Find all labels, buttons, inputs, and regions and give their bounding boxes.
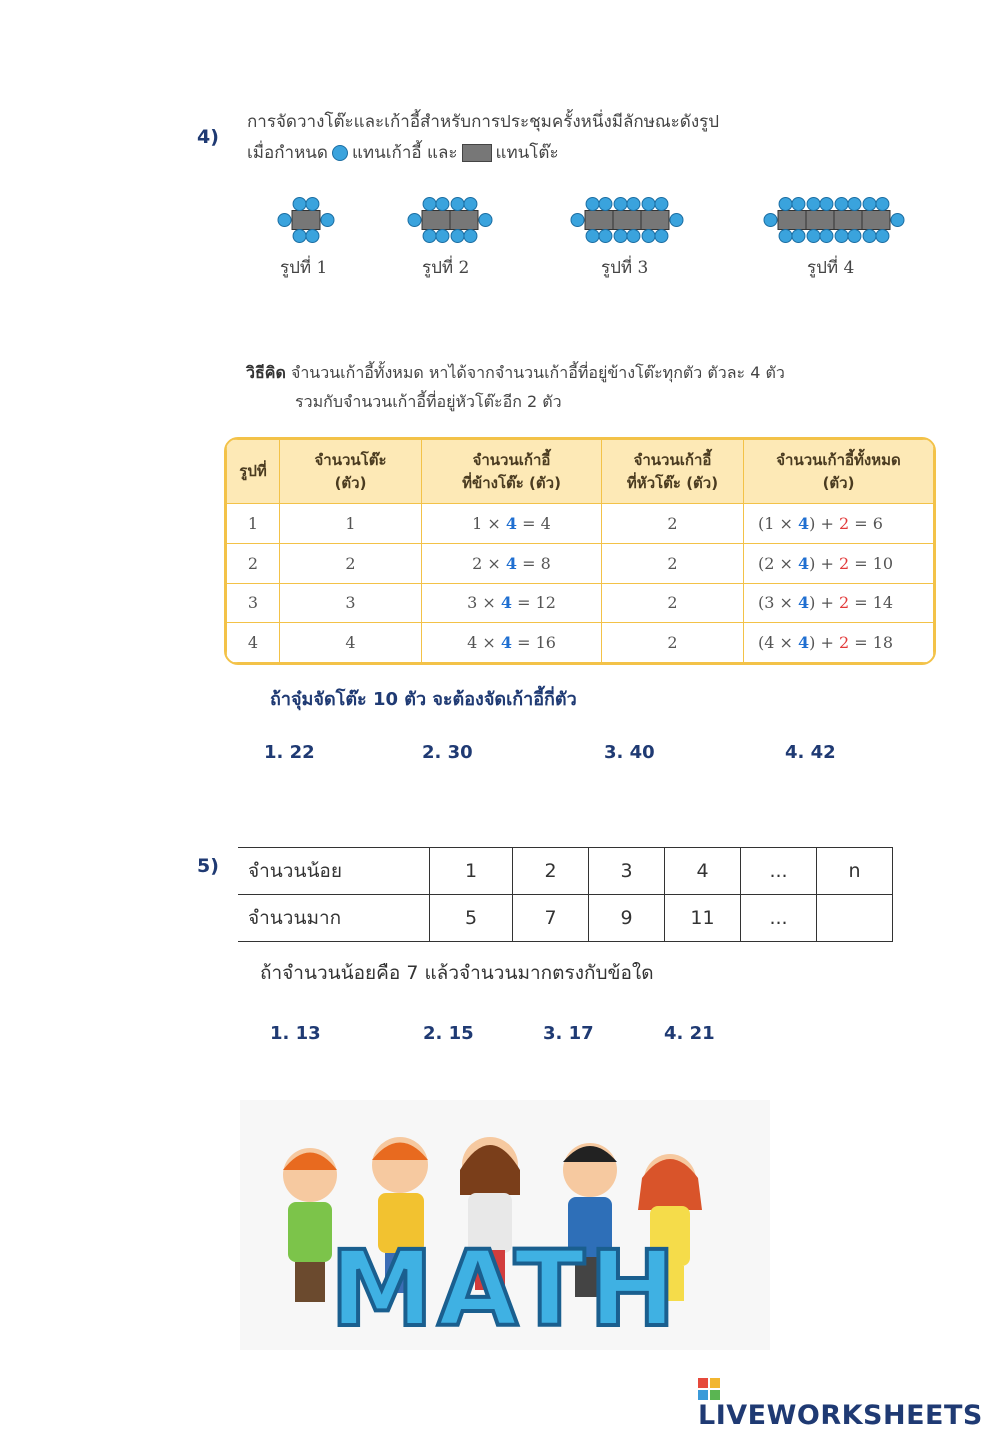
figure-4-arrangement [764,198,904,243]
head-chair-shape [764,214,777,227]
chair-shape [807,230,820,243]
answer-cell[interactable] [817,895,893,942]
chair-shape [820,230,833,243]
chair-shape [642,198,655,211]
figure-1-arrangement [278,198,334,243]
header-head-chairs: จำนวนเก้าอี้ ที่หัวโต๊ะ (ตัว) [602,440,744,504]
q4-question: ถ้าจุ๋มจัดโต๊ะ 10 ตัว จะต้องจัดเก้าอี้กี่ตัว [270,689,577,710]
q4-intro-line2 [247,139,559,166]
cell-small: 4 [665,848,741,895]
cell-total: (3 × 4) + 2 = 14 [744,583,934,623]
cell-large: 5 [430,895,513,942]
cell-side: 1 × 4 = 4 [422,504,602,544]
table-shape [834,211,862,230]
cell-total: (1 × 4) + 2 = 6 [744,504,934,544]
table-shape [585,211,613,230]
chairs-table [224,437,936,665]
arrangement-figures [0,185,1000,255]
sequence-table [238,847,893,942]
table-shape [292,211,320,230]
cell-large: 7 [513,895,589,942]
chair-shape [293,198,306,211]
figure-3-arrangement [571,198,683,243]
cell-small: 1 [430,848,513,895]
q5-question: ถ้าจำนวนน้อยคือ 7 แล้วจำนวนมากตรงกับข้อใด [260,962,654,984]
table-shape [422,211,450,230]
head-chair-shape [670,214,683,227]
cell-side: 4 × 4 = 16 [422,623,602,663]
chair-shape [848,198,861,211]
table-row [227,583,934,623]
cell-side: 2 × 4 = 8 [422,543,602,583]
table-shape [450,211,478,230]
chair-shape [436,230,449,243]
q5-choice-2[interactable]: 2. 15 [423,1023,474,1044]
cell-tables: 3 [280,583,422,623]
cell-large: 9 [589,895,665,942]
chair-shape [599,198,612,211]
header-tables: จำนวนโต๊ะ (ตัว) [280,440,422,504]
chair-shape [863,230,876,243]
method-line2: รวมกับจำนวนเก้าอี้ที่อยู่หัวโต๊ะอีก 2 ตัว [295,392,562,411]
chair-shape [451,198,464,211]
chair-shape [848,230,861,243]
question-4-number: 4) [197,126,219,148]
head-chair-shape [278,214,291,227]
q4-choice-3[interactable]: 3. 40 [604,742,655,763]
table-shape [613,211,641,230]
chair-shape [614,198,627,211]
table-legend-icon [462,144,492,162]
chair-shape [642,230,655,243]
header-total-chairs: จำนวนเก้าอี้ทั้งหมด (ตัว) [744,440,934,504]
chair-shape [451,230,464,243]
cell-large: ... [741,895,817,942]
chair-shape [464,230,477,243]
cell-head: 2 [602,583,744,623]
chair-shape [306,198,319,211]
head-chair-shape [321,214,334,227]
chair-shape [586,198,599,211]
cell-tables: 2 [280,543,422,583]
cell-tables: 4 [280,623,422,663]
chair-shape [614,230,627,243]
cell-total: (4 × 4) + 2 = 18 [744,623,934,663]
head-chair-shape [891,214,904,227]
row-label-large: จำนวนมาก [238,895,430,942]
chair-shape [655,230,668,243]
table-row [227,504,934,544]
question-5-number: 5) [197,855,219,877]
cell-small: 3 [589,848,665,895]
head-chair-shape [571,214,584,227]
head-chair-shape [479,214,492,227]
liveworksheets-text: LIVEWORKSHEETS [698,1400,983,1431]
q4-choice-2[interactable]: 2. 30 [422,742,473,763]
q4-choice-4[interactable]: 4. 42 [785,742,836,763]
chair-shape [464,198,477,211]
chair-shape [599,230,612,243]
figure-1-label: รูปที่ 1 [280,258,328,278]
cell-head: 2 [602,504,744,544]
chair-shape [423,198,436,211]
table-shape [806,211,834,230]
chair-shape [779,198,792,211]
table-shape [862,211,890,230]
q5-choice-1[interactable]: 1. 13 [270,1023,321,1044]
figure-2-arrangement [408,198,492,243]
cell-total: (2 × 4) + 2 = 10 [744,543,934,583]
chair-shape [627,230,640,243]
chair-shape [655,198,668,211]
chair-shape [792,230,805,243]
chair-shape [779,230,792,243]
figure-4-label: รูปที่ 4 [807,258,855,278]
chair-shape [876,230,889,243]
chair-shape [306,230,319,243]
head-chair-shape [408,214,421,227]
cell-side: 3 × 4 = 12 [422,583,602,623]
chair-shape [293,230,306,243]
chair-shape [835,230,848,243]
table-row [227,623,934,663]
cell-figure: 4 [227,623,280,663]
math-title: MATH [330,1228,680,1350]
liveworksheets-icon [698,1378,720,1400]
header-figure: รูปที่ [227,440,280,504]
row-label-small: จำนวนน้อย [238,848,430,895]
sequence-row-large [238,895,893,942]
cell-figure: 1 [227,504,280,544]
chair-shape [792,198,805,211]
chair-shape [863,198,876,211]
chair-shape [835,198,848,211]
q5-choice-3[interactable]: 3. 17 [543,1023,594,1044]
cell-head: 2 [602,543,744,583]
chair-shape [807,198,820,211]
table-shape [778,211,806,230]
chair-legend-icon [332,145,348,161]
q5-choice-4[interactable]: 4. 21 [664,1023,715,1044]
figure-2-label: รูปที่ 2 [422,258,470,278]
chair-shape [586,230,599,243]
method-title: วิธีคิด [246,363,286,382]
method-line1 [246,361,785,386]
method-text1: จำนวนเก้าอี้ทั้งหมด หาได้จากจำนวนเก้าอี้ที่อยู่ข้างโต๊ะทุกตัว ตัวละ 4 ตัว [290,363,785,382]
q4-intro-line1: การจัดวางโต๊ะและเก้าอี้สำหรับการประชุมครั้งหนึ่งมีลักษณะดังรูป [247,112,720,132]
cell-large: 11 [665,895,741,942]
q4-intro-table-text: แทนโต๊ะ [495,143,559,163]
sequence-row-small [238,848,893,895]
cell-figure: 2 [227,543,280,583]
chair-shape [436,198,449,211]
cell-head: 2 [602,623,744,663]
cell-tables: 1 [280,504,422,544]
chair-shape [627,198,640,211]
q4-intro-prefix: เมื่อกำหนด [247,143,328,163]
table-shape [641,211,669,230]
liveworksheets-logo [698,1378,1000,1431]
header-side-chairs: จำนวนเก้าอี้ ที่ข้างโต๊ะ (ตัว) [422,440,602,504]
table-header-row [227,440,934,504]
kids-math-illustration [240,1100,770,1350]
figure-3-label: รูปที่ 3 [601,258,649,278]
q4-choice-1[interactable]: 1. 22 [264,742,315,763]
q4-intro-chair-text: แทนเก้าอี้ และ [351,143,458,163]
chair-shape [423,230,436,243]
cell-small: n [817,848,893,895]
cell-small: ... [741,848,817,895]
chair-shape [876,198,889,211]
cell-small: 2 [513,848,589,895]
cell-figure: 3 [227,583,280,623]
table-row [227,543,934,583]
chair-shape [820,198,833,211]
